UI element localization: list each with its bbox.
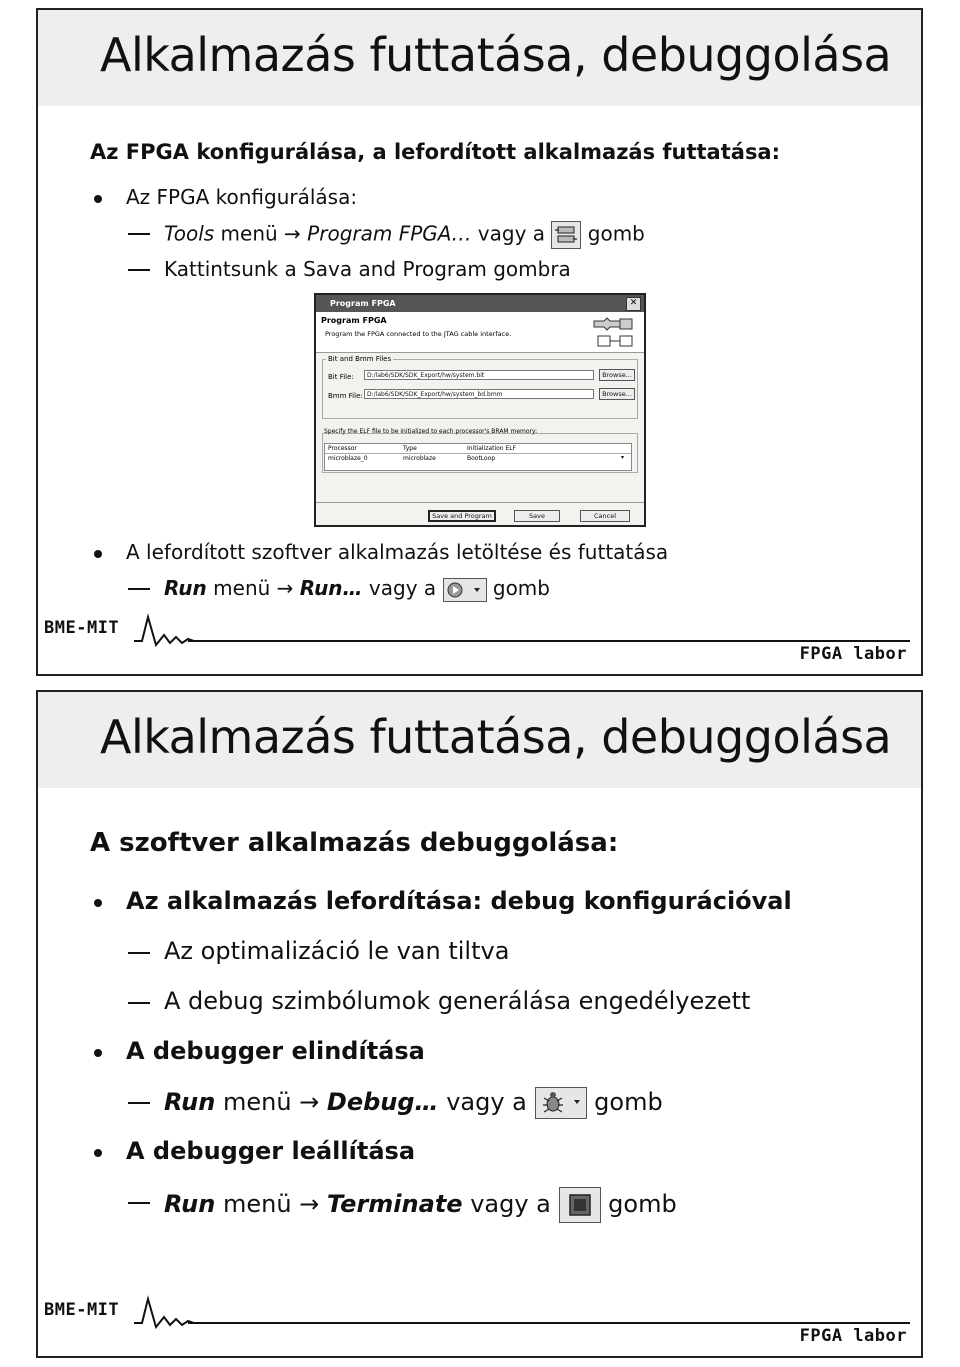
text-or: vagy a [362, 576, 443, 600]
section-heading: Az FPGA konfigurálása, a lefordított alkalmazás futtatása: [90, 140, 781, 164]
bmm-browse-button[interactable]: Browse... [599, 388, 635, 400]
cancel-button[interactable]: Cancel [580, 510, 630, 522]
text-menu-arrow: menü → [206, 576, 300, 600]
row-elf[interactable]: BootLoop [467, 455, 496, 462]
bullet-download-run [126, 540, 668, 564]
section-heading: A szoftver alkalmazás debuggolása: [90, 828, 619, 858]
footer-logo-bme-mit: BME-MIT [44, 618, 120, 638]
menu-run: Run [164, 1088, 216, 1116]
dash-debug-menu [164, 1087, 663, 1119]
slide-1 [36, 8, 923, 676]
dash-tools-menu [164, 221, 645, 249]
bmm-file-label: Bmm File: [328, 392, 363, 400]
menu-terminate: Terminate [326, 1190, 463, 1218]
bullet-text: Az alkalmazás lefordítása: debug konfigurációval [126, 887, 792, 915]
slide-title: Alkalmazás futtatása, debuggolása [100, 710, 892, 764]
text-menu-arrow: menü → [214, 221, 308, 246]
fpga-chip-icon [592, 315, 638, 351]
dash-optimization: Az optimalizáció le van tiltva [164, 937, 510, 965]
bullet-text: A debugger elindítása [126, 1037, 425, 1065]
footer-rule [188, 640, 910, 642]
col-elf: Initialization ELF [467, 445, 517, 452]
menu-program-fpga: Program FPGA… [307, 221, 472, 246]
bit-file-input[interactable]: D:/lab6/SDK/SDK_Export/hw/system.bit [364, 370, 594, 380]
bit-browse-button[interactable]: Browse... [599, 369, 635, 381]
row-type: microblaze [403, 455, 436, 462]
text-button: gomb [581, 221, 645, 246]
signal-wave-icon [134, 613, 194, 647]
bullet-text: Az FPGA konfigurálása: [126, 185, 358, 209]
bullet-start-debugger [126, 1037, 425, 1065]
dialog-titlebar: Program FPGA [316, 295, 644, 312]
bullet-fpga-config [126, 185, 357, 209]
dialog-header-title: Program FPGA [321, 316, 387, 325]
signal-wave-icon [134, 1295, 194, 1329]
stop-icon [560, 1188, 600, 1222]
chevron-down-icon[interactable]: ▾ [621, 454, 625, 461]
elf-table [324, 443, 632, 471]
dialog-close-icon: ✕ [626, 297, 641, 311]
dash-run-menu [164, 576, 550, 602]
footer-rule [188, 1322, 910, 1324]
dialog-header [316, 312, 644, 353]
dialog-separator [316, 502, 644, 503]
debug-button-icon [535, 1087, 587, 1119]
dash-save-program: Kattintsunk a Sava and Program gombra [164, 257, 571, 281]
dash-debug-symbols: A debug szimbólumok generálása engedélyezett [164, 987, 751, 1015]
bullet-compile-debug [126, 887, 792, 915]
bit-file-label: Bit File: [328, 373, 354, 381]
program-fpga-dialog [314, 293, 646, 527]
bug-icon [536, 1088, 586, 1118]
dash-terminate-menu [164, 1187, 677, 1223]
slide-2 [36, 690, 923, 1358]
menu-run: Run [164, 576, 207, 600]
text-or: vagy a [438, 1088, 535, 1116]
run-icon [444, 579, 486, 601]
program-fpga-icon [552, 222, 580, 248]
table-divider [325, 453, 631, 454]
bmm-file-input[interactable]: D:/lab6/SDK/SDK_Export/hw/system_bd.bmm [364, 389, 594, 399]
bullet-text: A debugger leállítása [126, 1137, 416, 1165]
dialog-header-desc: Program the FPGA connected to the JTAG cable interface. [325, 330, 512, 338]
text-or: vagy a [471, 221, 552, 246]
save-and-program-button[interactable]: Save and Program [428, 510, 496, 522]
text-button: gomb [486, 576, 550, 600]
program-fpga-button-icon [551, 221, 581, 249]
elf-group-label: Specify the ELF file to be initialized to each processor's BRAM memory: [324, 428, 538, 435]
row-processor: microblaze_0 [328, 455, 368, 462]
text-or: vagy a [462, 1190, 559, 1218]
bit-bmm-group-label: Bit and Bmm Files [328, 355, 392, 363]
menu-run: Run [164, 1190, 216, 1218]
slide-title: Alkalmazás futtatása, debuggolása [100, 28, 892, 82]
menu-run-item: Run… [299, 576, 363, 600]
text-menu-arrow: menü → [215, 1088, 327, 1116]
col-processor: Processor [328, 445, 357, 452]
bullet-stop-debugger [126, 1137, 415, 1165]
col-type: Type [403, 445, 417, 452]
text-button: gomb [600, 1190, 677, 1218]
text-menu-arrow: menü → [215, 1190, 327, 1218]
footer-logo-bme-mit: BME-MIT [44, 1300, 120, 1320]
footer-fpga-labor: FPGA labor [799, 644, 907, 664]
save-button[interactable]: Save [514, 510, 560, 522]
bullet-text: A lefordított szoftver alkalmazás letöltése és futtatása [126, 540, 669, 564]
menu-debug: Debug… [326, 1088, 439, 1116]
run-button-icon [443, 578, 487, 602]
terminate-button-icon [559, 1187, 601, 1223]
menu-tools: Tools [164, 221, 215, 246]
text-button: gomb [586, 1088, 663, 1116]
footer-fpga-labor: FPGA labor [799, 1326, 907, 1346]
